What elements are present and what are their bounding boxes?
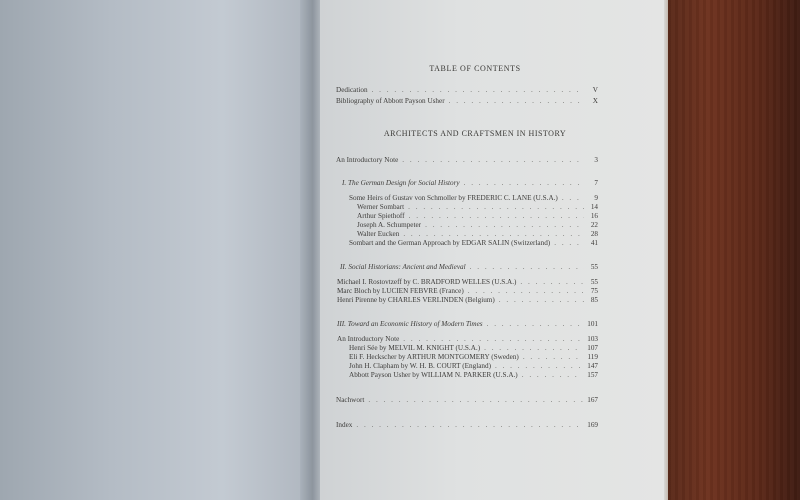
toc-page: 41 bbox=[590, 239, 598, 247]
toc-page: V bbox=[592, 86, 598, 94]
dot-leader bbox=[402, 156, 584, 165]
dot-leader bbox=[408, 203, 584, 212]
dot-leader bbox=[468, 287, 584, 296]
toc-label: Eli F. Heckscher by ARTHUR MONTGOMERY (Sweden) bbox=[349, 353, 519, 361]
toc-row bbox=[349, 239, 598, 248]
toc-page: 157 bbox=[587, 371, 598, 379]
toc-page: 119 bbox=[587, 353, 598, 361]
toc-page: 22 bbox=[590, 221, 598, 229]
toc-page: 3 bbox=[594, 156, 598, 164]
dot-leader bbox=[487, 320, 584, 329]
toc-row bbox=[336, 156, 598, 165]
toc-part-heading bbox=[340, 263, 598, 272]
dot-leader bbox=[470, 263, 584, 272]
toc-label: Joseph A. Schumpeter bbox=[357, 221, 422, 229]
toc-page: 103 bbox=[587, 335, 598, 343]
left-page bbox=[0, 0, 318, 500]
toc-part-heading bbox=[342, 179, 598, 188]
dot-leader bbox=[425, 221, 584, 230]
dot-leader bbox=[356, 421, 583, 430]
toc-label: I. The German Design for Social History bbox=[342, 179, 460, 187]
toc-label: Abbott Payson Usher by WILLIAM N. PARKER (U.S.A.) bbox=[349, 371, 518, 379]
toc-label: Some Heirs of Gustav von Schmoller by FREDERIC C. LANE (U.S.A.) bbox=[349, 194, 558, 202]
toc-page: 169 bbox=[587, 421, 598, 429]
toc-label: Marc Bloch by LUCIEN FEBVRE (France) bbox=[337, 287, 464, 295]
toc-page: 9 bbox=[594, 194, 598, 202]
dot-leader bbox=[484, 344, 583, 353]
toc-label: Nachwort bbox=[336, 396, 365, 404]
toc-page: 107 bbox=[587, 344, 598, 352]
toc-label: Werner Sombart bbox=[357, 203, 405, 211]
section-title: ARCHITECTS AND CRAFTSMEN IN HISTORY bbox=[383, 129, 567, 138]
toc-part-heading bbox=[337, 320, 598, 329]
wood-grain bbox=[668, 0, 800, 500]
toc-label: An Introductory Note bbox=[336, 156, 399, 164]
toc-label: Michael I. Rostovtzeff by C. BRADFORD WELLES (U.S.A.) bbox=[337, 278, 517, 286]
toc-label: II. Social Historians: Ancient and Medieval bbox=[340, 263, 466, 271]
toc-label: Sombart and the German Approach by EDGAR SALIN (Switzerland) bbox=[349, 239, 551, 247]
toc-page: 28 bbox=[590, 230, 598, 238]
toc-row bbox=[337, 296, 598, 305]
toc-label: Walter Eucken bbox=[357, 230, 400, 238]
toc-page: 167 bbox=[587, 396, 598, 404]
dot-leader bbox=[403, 230, 584, 239]
toc-row bbox=[349, 194, 598, 203]
toc-row bbox=[357, 230, 598, 239]
toc-label: Index bbox=[336, 421, 353, 429]
toc-row bbox=[349, 344, 598, 353]
toc-page: 101 bbox=[587, 320, 598, 328]
dot-leader bbox=[495, 362, 583, 371]
toc-row-bibliography bbox=[336, 97, 598, 106]
toc-label: John H. Clapham by W. H. B. COURT (England) bbox=[349, 362, 491, 370]
toc-page: X bbox=[592, 97, 598, 105]
toc-row-dedication bbox=[336, 86, 598, 95]
toc-row bbox=[337, 287, 598, 296]
dot-leader bbox=[554, 239, 584, 248]
dot-leader bbox=[523, 353, 584, 362]
toc-row bbox=[349, 362, 598, 371]
dot-leader bbox=[464, 179, 584, 188]
dot-leader bbox=[449, 97, 584, 106]
toc-row bbox=[337, 335, 598, 344]
toc-page: 55 bbox=[590, 263, 598, 271]
dot-leader bbox=[562, 194, 584, 203]
toc-row bbox=[336, 421, 598, 430]
toc-row bbox=[337, 278, 598, 287]
toc-row bbox=[357, 221, 598, 230]
toc-label: III. Toward an Economic History of Modern Times bbox=[337, 320, 483, 328]
toc-row bbox=[357, 203, 598, 212]
toc-label: Bibliography of Abbott Payson Usher bbox=[336, 97, 445, 105]
dot-leader bbox=[368, 396, 583, 405]
toc-row bbox=[349, 371, 598, 380]
toc-page: 55 bbox=[590, 278, 598, 286]
toc-page: 85 bbox=[590, 296, 598, 304]
toc-page: 16 bbox=[590, 212, 598, 220]
dot-leader bbox=[499, 296, 584, 305]
toc-page: 147 bbox=[587, 362, 598, 370]
toc-row bbox=[349, 353, 598, 362]
toc-label: Arthur Spiethoff bbox=[357, 212, 405, 220]
toc-page: 7 bbox=[594, 179, 598, 187]
toc-label: Henri Pirenne by CHARLES VERLINDEN (Belgium) bbox=[337, 296, 495, 304]
toc-label: Henri Sée by MELVIL M. KNIGHT (U.S.A.) bbox=[349, 344, 481, 352]
toc-page: 14 bbox=[590, 203, 598, 211]
toc-row bbox=[336, 396, 598, 405]
toc-label: An Introductory Note bbox=[337, 335, 400, 343]
dot-leader bbox=[522, 371, 584, 380]
dot-leader bbox=[372, 86, 584, 95]
toc-label: Dedication bbox=[336, 86, 368, 94]
toc-title: TABLE OF CONTENTS bbox=[429, 64, 521, 73]
toc-page: 75 bbox=[590, 287, 598, 295]
dot-leader bbox=[409, 212, 584, 221]
dot-leader bbox=[403, 335, 583, 344]
dot-leader bbox=[520, 278, 584, 287]
toc-row bbox=[357, 212, 598, 221]
